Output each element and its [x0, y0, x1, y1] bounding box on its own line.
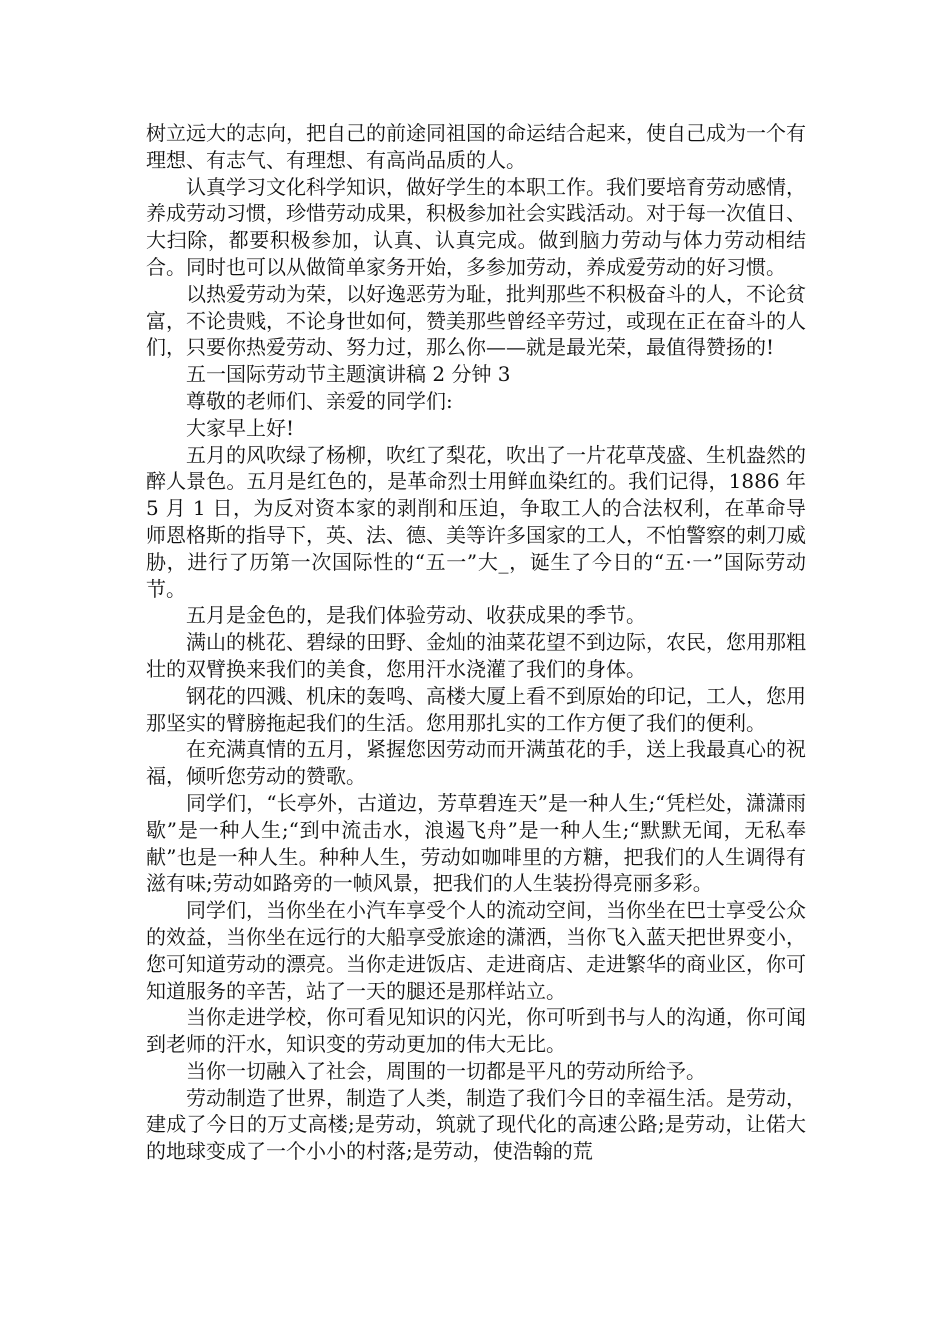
paragraph: 认真学习文化科学知识，做好学生的本职工作。我们要培育劳动感情，养成劳动习惯，珍惜劳动成果，积极参加社会实践活动。对于每一次值日、大扫除，都要积极参加，认真、认真完成。做到脑力劳动与体力劳动相结合。同时也可以从做简单家务开始，多参加劳动，养成爱劳动的好习惯。	[146, 174, 806, 279]
paragraph: 以热爱劳动为荣，以好逸恶劳为耻，批判那些不积极奋斗的人，不论贫富，不论贵贱，不论身世如何，赞美那些曾经辛劳过，或现在正在奋斗的人们，只要你热爱劳动、努力过，那么你——就是最光荣，最值得赞扬的!	[146, 281, 806, 360]
greeting: 大家早上好!	[186, 415, 295, 440]
paragraph: 五月是金色的，是我们体验劳动、收获成果的季节。	[186, 603, 646, 628]
section-heading: 五一国际劳动节主题演讲稿 2 分钟 3	[186, 362, 511, 387]
salutation: 尊敬的老师们、亲爱的同学们:	[186, 388, 453, 413]
paragraph: 钢花的四溅、机床的轰鸣、高楼大厦上看不到原始的印记，工人，您用那坚实的臂膀拖起我们的生活。您用那扎实的工作方便了我们的便利。	[146, 683, 806, 735]
paragraph: 当你一切融入了社会，周围的一切都是平凡的劳动所给予。	[186, 1058, 706, 1083]
paragraph: 同学们，当你坐在小汽车享受个人的流动空间，当你坐在巴士享受公众的效益，当你坐在远行的大船享受旅途的潇洒，当你飞入蓝天把世界变小，您可知道劳动的漂亮。当你走进饭店、走进商店、走进繁华的商业区，你可知道服务的辛苦，站了一天的腿还是那样站立。	[146, 898, 806, 1003]
paragraph: 满山的桃花、碧绿的田野、金灿的油菜花望不到边际，农民，您用那粗壮的双臂换来我们的美食，您用汗水浇灌了我们的身体。	[146, 630, 806, 681]
paragraph: 劳动制造了世界，制造了人类，制造了我们今日的幸福生活。是劳动，建成了今日的万丈高楼;是劳动，筑就了现代化的高速公路;是劳动，让偌大的地球变成了一个小小的村落;是劳动，使浩翰的荒	[146, 1085, 806, 1164]
paragraph: 同学们，“长亭外，古道边，芳草碧连天”是一种人生;“凭栏处，潇潇雨歇”是一种人生;“到中流击水，浪遏飞舟”是一种人生;“默默无闻，无私奉献”也是一种人生。种种人生，劳动如咖啡里的方糖，把我们的人生调得有滋有味;劳动如路旁的一帧风景，把我们的人生装扮得亮丽多彩。	[146, 790, 806, 896]
paragraph: 当你走进学校，你可看见知识的闪光，你可听到书与人的沟通，你可闻到老师的汗水，知识变的劳动更加的伟大无比。	[146, 1005, 806, 1057]
document-page	[146, 120, 806, 1165]
paragraph-continued: 树立远大的志向，把自己的前途同祖国的命运结合起来，使自己成为一个有理想、有志气、有理想、有高尚品质的人。	[146, 121, 806, 172]
paragraph: 五月的风吹绿了杨柳，吹红了梨花，吹出了一片花草茂盛、生机盎然的醉人景色。五月是红色的，是革命烈士用鲜血染红的。我们记得，1886 年 5 月 1 日，为反对资本家的剥削和压迫，争取工人的合法权利，在革命导师恩格斯的指导下，英、法、德、美等许多国家的工人，不怕警察的刺刀威胁，进行了历第一次国际性的“五一”大_，诞生了今日的“五·一”国际劳动节。	[146, 442, 806, 601]
paragraph: 在充满真情的五月，紧握您因劳动而开满茧花的手，送上我最真心的祝福，倾听您劳动的赞歌。	[146, 737, 806, 789]
